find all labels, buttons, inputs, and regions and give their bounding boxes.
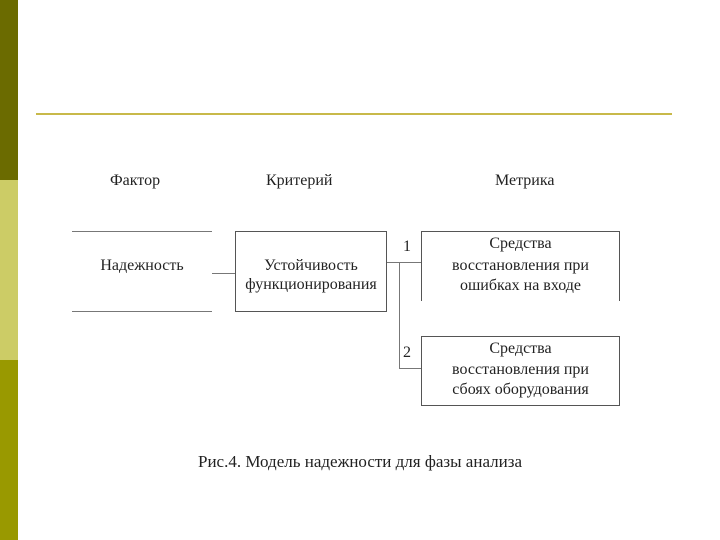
metric-1-line1: Средства [489,235,552,252]
metric-2-line3: сбоях оборудования [452,381,589,398]
header-factor: Фактор [110,172,161,189]
metric-2-line1: Средства [489,340,552,357]
factor-top-line [72,231,212,232]
header-criterion: Критерий [266,172,333,189]
metric-2-line2: восстановления при [452,361,589,378]
factor-bottom-line [72,311,212,312]
sidebar-stripe-top [0,0,18,180]
metric-1-line3: ошибках на входе [459,277,582,294]
figure-caption: Рис.4. Модель надежности для фазы анализа [198,452,522,471]
sidebar-stripe-bottom [0,360,18,540]
metric-1-line2: восстановления при [452,257,589,274]
branch-2-connector [399,368,421,369]
sidebar-stripe-middle [0,180,18,360]
factor-label: Надежность [100,257,184,274]
branch-1-number: 1 [403,238,411,255]
header-metric: Метрика [495,172,555,189]
title-divider [36,113,672,115]
branch-2-number: 2 [403,344,411,361]
criterion-label-line2: функционирования [245,276,377,293]
branch-1-connector [387,262,421,263]
branch-trunk-line [399,262,400,369]
factor-criterion-connector [212,273,235,274]
criterion-label-line1: Устойчивость [264,257,358,274]
